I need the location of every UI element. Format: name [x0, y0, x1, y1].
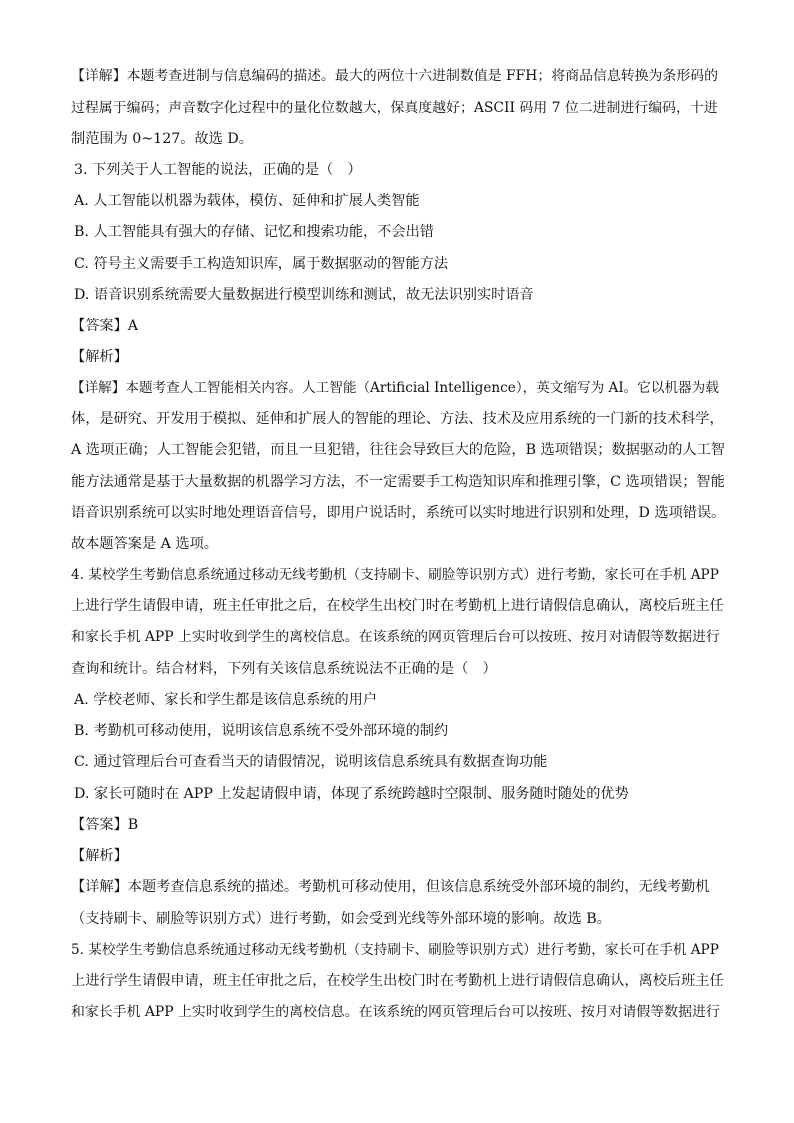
q4-stem-line-2: 上进行学生请假申请，班主任审批之后，在校学生出校门时在考勤机上进行请假信息确认，离校后班主任	[71, 598, 724, 614]
q3-detail-line-5: 语音识别系统可以实时地处理语音信号，即用户说话时，系统可以实时地进行识别和处理，D 选项错误。	[71, 505, 726, 521]
q3-detail-line-1: 【详解】本题考查人工智能相关内容。人工智能（Artificial Intelligence），英文缩写为 AI。它以机器为载	[71, 380, 719, 396]
q4-analysis-label: 【解析】	[71, 848, 128, 864]
q5-stem-line-3: 和家长手机 APP 上实时收到学生的离校信息。在该系统的网页管理后台可以按班、按月对请假等数据进行	[71, 1004, 720, 1020]
q3-option-c: C. 符号主义需要手工构造知识库，属于数据驱动的智能方法	[74, 256, 449, 272]
q3-detail-line-3: A 选项正确；人工智能会犯错，而且一旦犯错，往往会导致巨大的危险，B 选项错误；数据驱动的人工智	[71, 442, 725, 458]
q3-option-a: A. 人工智能以机器为载体，模仿、延伸和扩展人类智能	[74, 193, 420, 209]
q3-option-d: D. 语音识别系统需要大量数据进行模型训练和测试，故无法识别实时语音	[74, 287, 534, 303]
q3-detail-line-4: 能方法通常是基于大量数据的机器学习方法，不一定需要手工构造知识库和推理引擎，C 选项错误；智能	[71, 474, 725, 490]
q4-detail-line-1: 【详解】本题考查信息系统的描述。考勤机可移动使用，但该信息系统受外部环境的制约，无线考勤机	[71, 879, 710, 895]
q2-detail-line-3: 制范围为 0~127。故选 D。	[71, 131, 253, 147]
q2-detail-line-2: 过程属于编码；声音数字化过程中的量化位数越大，保真度越好；ASCII 码用 7 位二进制进行编码，十进	[71, 100, 718, 116]
q4-option-a: A. 学校老师、家长和学生都是该信息系统的用户	[74, 692, 378, 708]
q3-detail-line-2: 体，是研究、开发用于模拟、延伸和扩展人的智能的理论、方法、技术及应用系统的一门新的技术科学，	[71, 411, 724, 427]
q4-detail-line-2: （支持刷卡、刷脸等识别方式）进行考勤，如会受到光线等外部环境的影响。故选 B。	[71, 911, 611, 927]
q5-stem-line-1: 5. 某校学生考勤信息系统通过移动无线考勤机（支持刷卡、刷脸等识别方式）进行考勤，家长可在手机 APP	[71, 942, 719, 958]
q4-stem-line-1: 4. 某校学生考勤信息系统通过移动无线考勤机（支持刷卡、刷脸等识别方式）进行考勤，家长可在手机 APP	[71, 567, 719, 583]
q3-analysis-label: 【解析】	[71, 349, 128, 365]
q3-option-b: B. 人工智能具有强大的存储、记忆和搜索功能，不会出错	[74, 224, 434, 240]
q4-answer: 【答案】B	[71, 817, 139, 833]
q2-detail-line-1: 【详解】本题考查进制与信息编码的描述。最大的两位十六进制数值是 FFH；将商品信息转换为条形码的	[71, 68, 718, 84]
q4-option-c: C. 通过管理后台可查看当天的请假情况，说明该信息系统具有数据查询功能	[74, 754, 548, 770]
q3-answer: 【答案】A	[71, 318, 138, 334]
q4-option-d: D. 家长可随时在 APP 上发起请假申请，体现了系统跨越时空限制、服务随时随处的优势	[74, 786, 629, 802]
q3-stem: 3. 下列关于人工智能的说法，正确的是（ ）	[74, 162, 362, 178]
q4-stem-line-4: 查询和统计。结合材料，下列有关该信息系统说法不正确的是（ ）	[71, 661, 497, 677]
q3-detail-line-6: 故本题答案是 A 选项。	[71, 536, 218, 552]
q5-stem-line-2: 上进行学生请假申请，班主任审批之后，在校学生出校门时在考勤机上进行请假信息确认，离校后班主任	[71, 973, 724, 989]
q4-stem-line-3: 和家长手机 APP 上实时收到学生的离校信息。在该系统的网页管理后台可以按班、按月对请假等数据进行	[71, 629, 720, 645]
q4-option-b: B. 考勤机可移动使用，说明该信息系统不受外部环境的制约	[74, 723, 449, 739]
